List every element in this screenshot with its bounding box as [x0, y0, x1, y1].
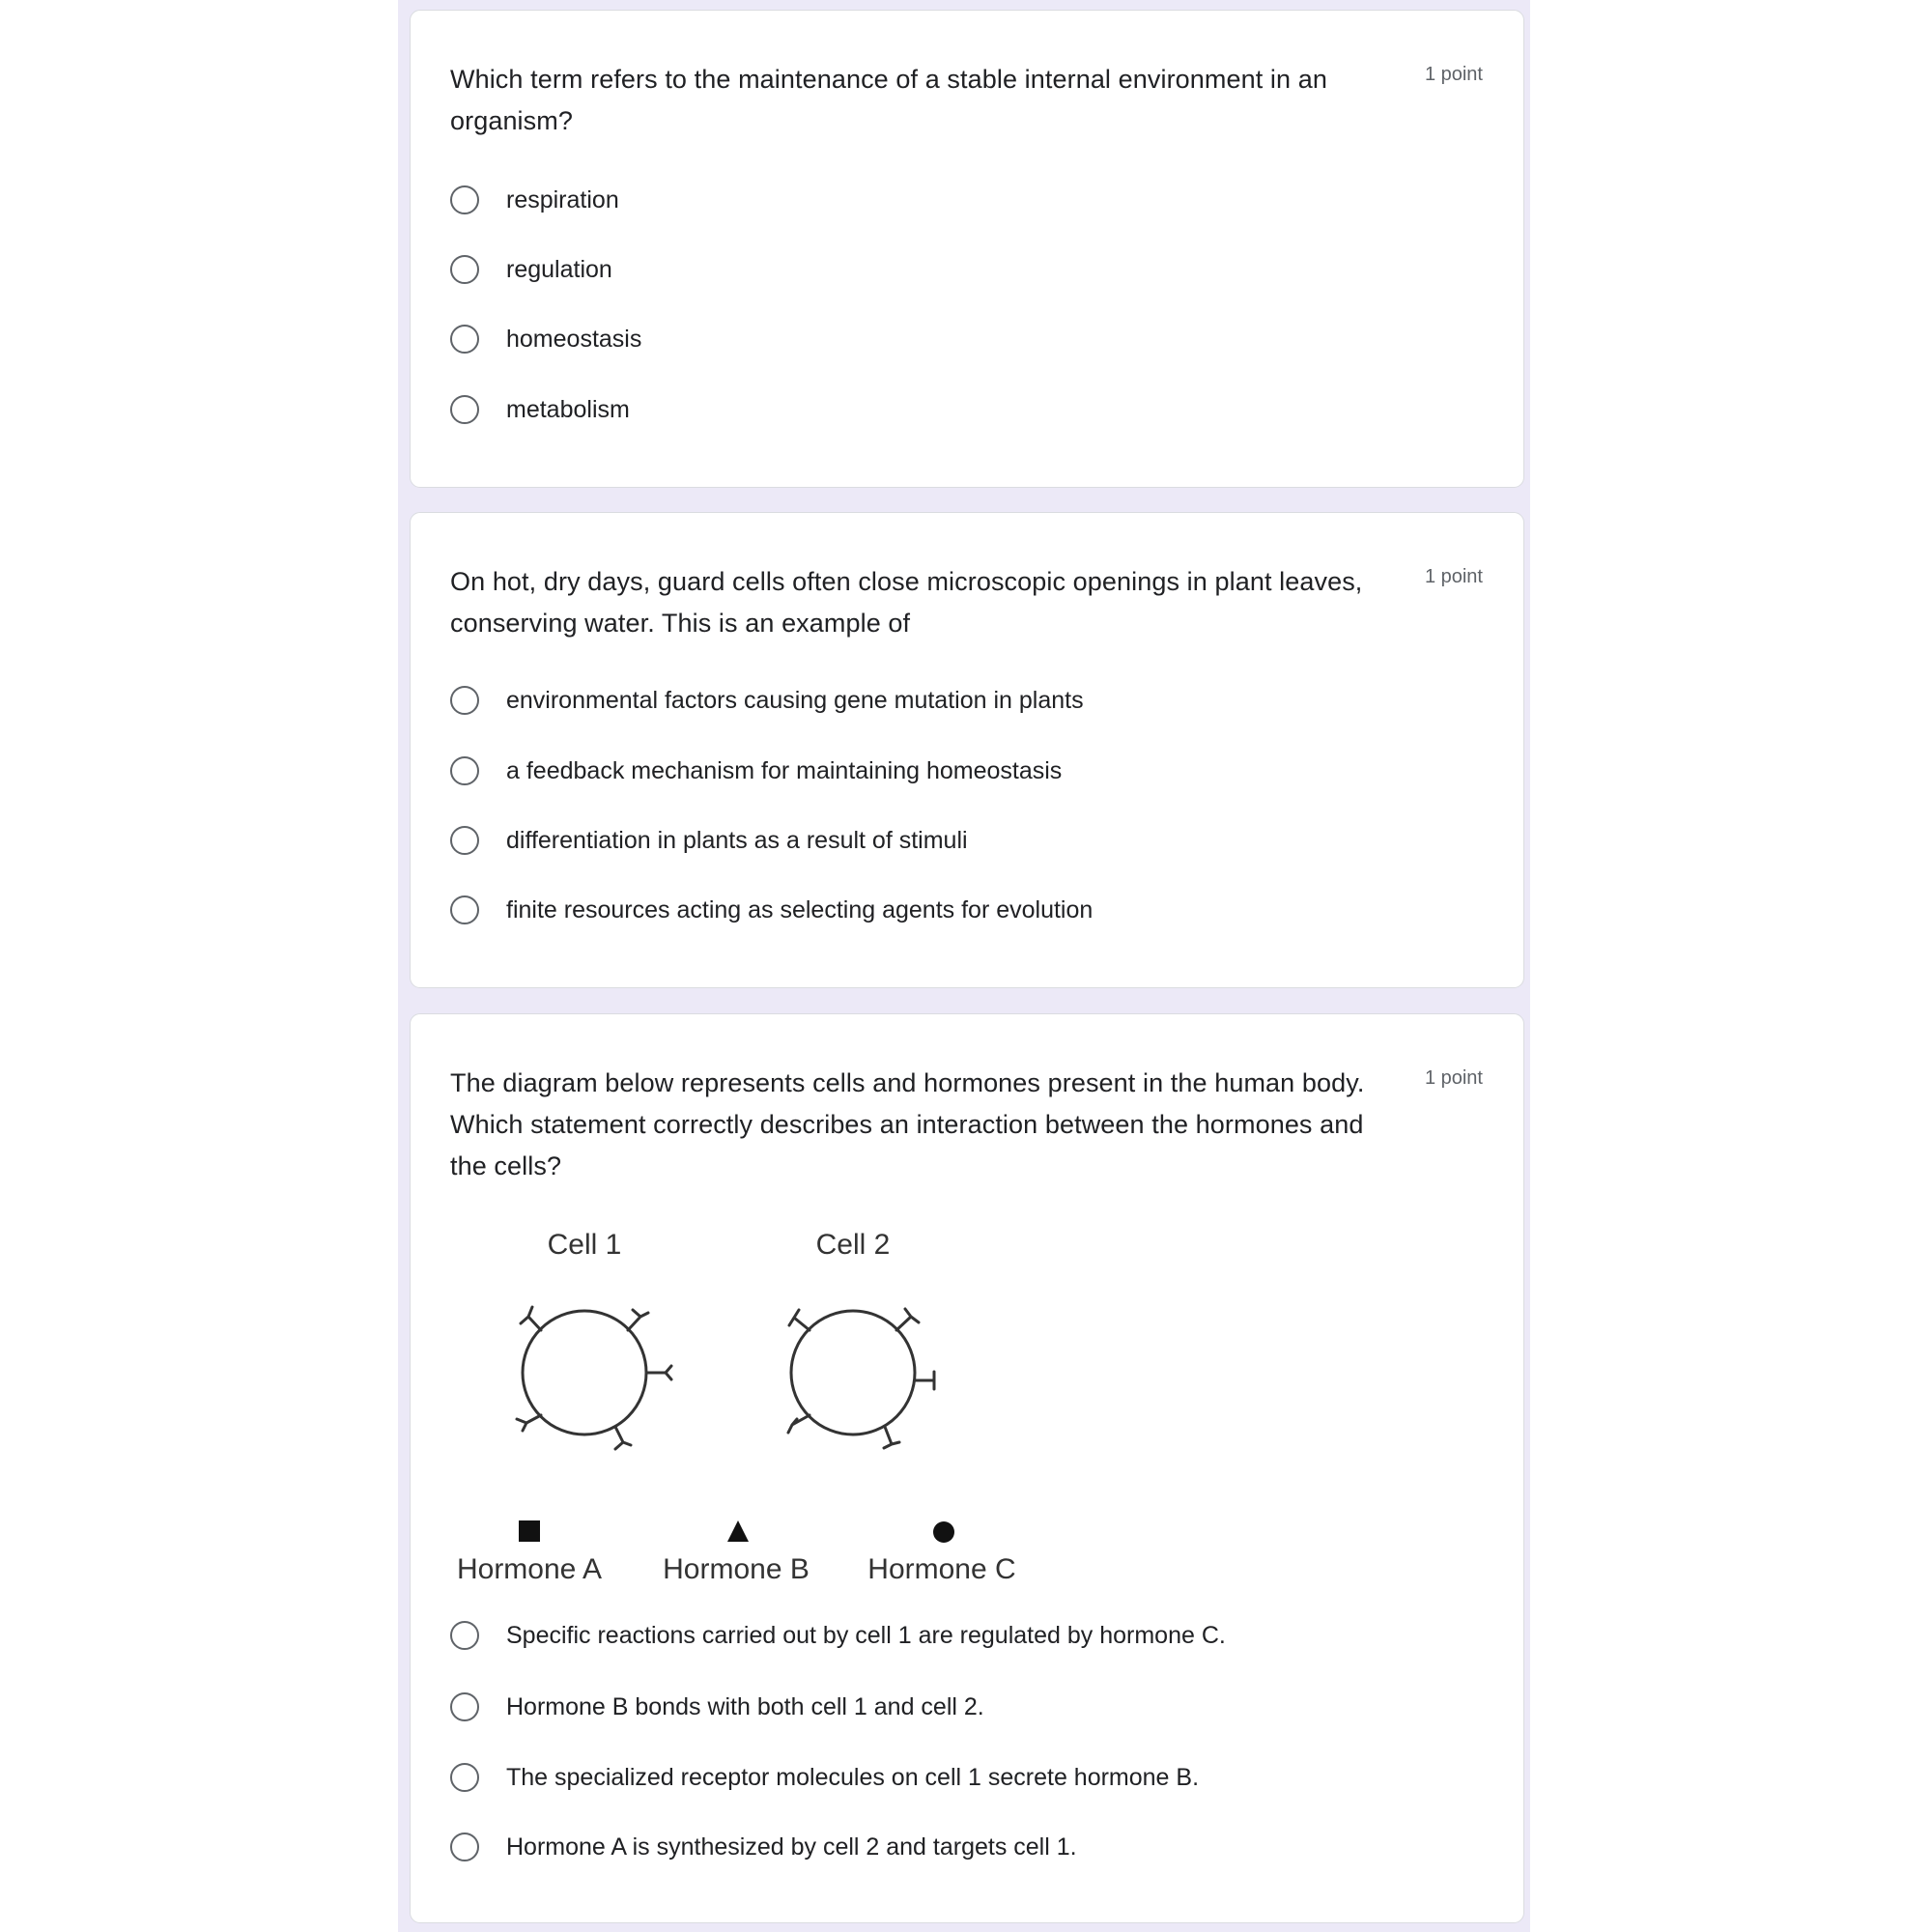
option-regulation[interactable]	[450, 250, 612, 289]
option-homeostasis[interactable]	[450, 320, 641, 358]
radio-button[interactable]	[450, 1833, 479, 1861]
cell-1-receptors	[517, 1307, 671, 1449]
radio-button[interactable]	[450, 395, 479, 424]
radio-button[interactable]	[450, 686, 479, 715]
radio-button[interactable]	[450, 325, 479, 354]
radio-button[interactable]	[450, 255, 479, 284]
option-finite-resources[interactable]	[450, 891, 1093, 929]
option-hormone-a-synthesized[interactable]	[450, 1828, 1077, 1866]
radio-button[interactable]	[450, 1763, 479, 1792]
radio-button[interactable]	[450, 185, 479, 214]
option-label: Hormone A is synthesized by cell 2 and targets cell 1.	[506, 1833, 1077, 1861]
cell-hormone-diagram	[456, 1217, 1016, 1594]
option-label: regulation	[506, 255, 612, 283]
option-respiration[interactable]	[450, 181, 619, 219]
cell-2-receptors	[788, 1309, 934, 1448]
question-text: Which term refers to the maintenance of a stable internal environment in an organism?	[450, 65, 1327, 135]
option-label: respiration	[506, 185, 619, 213]
radio-button[interactable]	[450, 756, 479, 785]
points-label: 1 point	[1424, 1067, 1483, 1089]
option-label: Hormone B bonds with both cell 1 and cell 2.	[506, 1692, 984, 1720]
hormone-a-label: Hormone A	[456, 1553, 603, 1585]
option-label: differentiation in plants as a result of stimuli	[506, 826, 968, 854]
question-text: On hot, dry days, guard cells often close microscopic openings in plant leaves, conserving water. This is an example of	[450, 567, 1363, 638]
option-label: metabolism	[506, 395, 630, 423]
radio-button[interactable]	[450, 826, 479, 855]
cell-2-label: Cell 2	[815, 1229, 891, 1261]
radio-button[interactable]	[450, 1621, 479, 1650]
cell-1-label: Cell 1	[547, 1229, 622, 1261]
hormone-a-square-icon	[519, 1520, 540, 1542]
points-label: 1 point	[1424, 64, 1483, 85]
option-differentiation[interactable]	[450, 821, 968, 860]
radio-button[interactable]	[450, 1692, 479, 1721]
option-cell-1-regulated-by-c[interactable]	[450, 1616, 1226, 1655]
hormone-c-label: Hormone C	[867, 1553, 1016, 1585]
option-metabolism[interactable]	[450, 390, 630, 429]
option-hormone-b-bonds-both[interactable]	[450, 1688, 984, 1726]
hormone-b-triangle-icon	[727, 1520, 749, 1542]
hormone-c-circle-icon	[933, 1521, 954, 1543]
option-gene-mutation[interactable]	[450, 681, 1084, 720]
question-card-3	[410, 1013, 1524, 1923]
question-text: The diagram below represents cells and hormones present in the human body. Which statement correctly describes an interaction between the hormones and the cells?	[450, 1068, 1365, 1180]
hormone-b-label: Hormone B	[663, 1553, 810, 1585]
option-label: a feedback mechanism for maintaining homeostasis	[506, 756, 1063, 784]
option-receptors-secrete-b[interactable]	[450, 1758, 1199, 1797]
radio-button[interactable]	[450, 895, 479, 924]
points-label: 1 point	[1424, 566, 1483, 587]
option-feedback-mechanism[interactable]	[450, 752, 1062, 790]
question-card-1	[410, 10, 1524, 488]
option-label: Specific reactions carried out by cell 1 are regulated by hormone C.	[506, 1621, 1226, 1649]
question-card-2	[410, 512, 1524, 988]
option-label: The specialized receptor molecules on cell 1 secrete hormone B.	[506, 1763, 1200, 1791]
option-label: homeostasis	[506, 325, 642, 353]
option-label: environmental factors causing gene mutation in plants	[506, 686, 1084, 714]
option-label: finite resources acting as selecting agents for evolution	[506, 895, 1094, 923]
